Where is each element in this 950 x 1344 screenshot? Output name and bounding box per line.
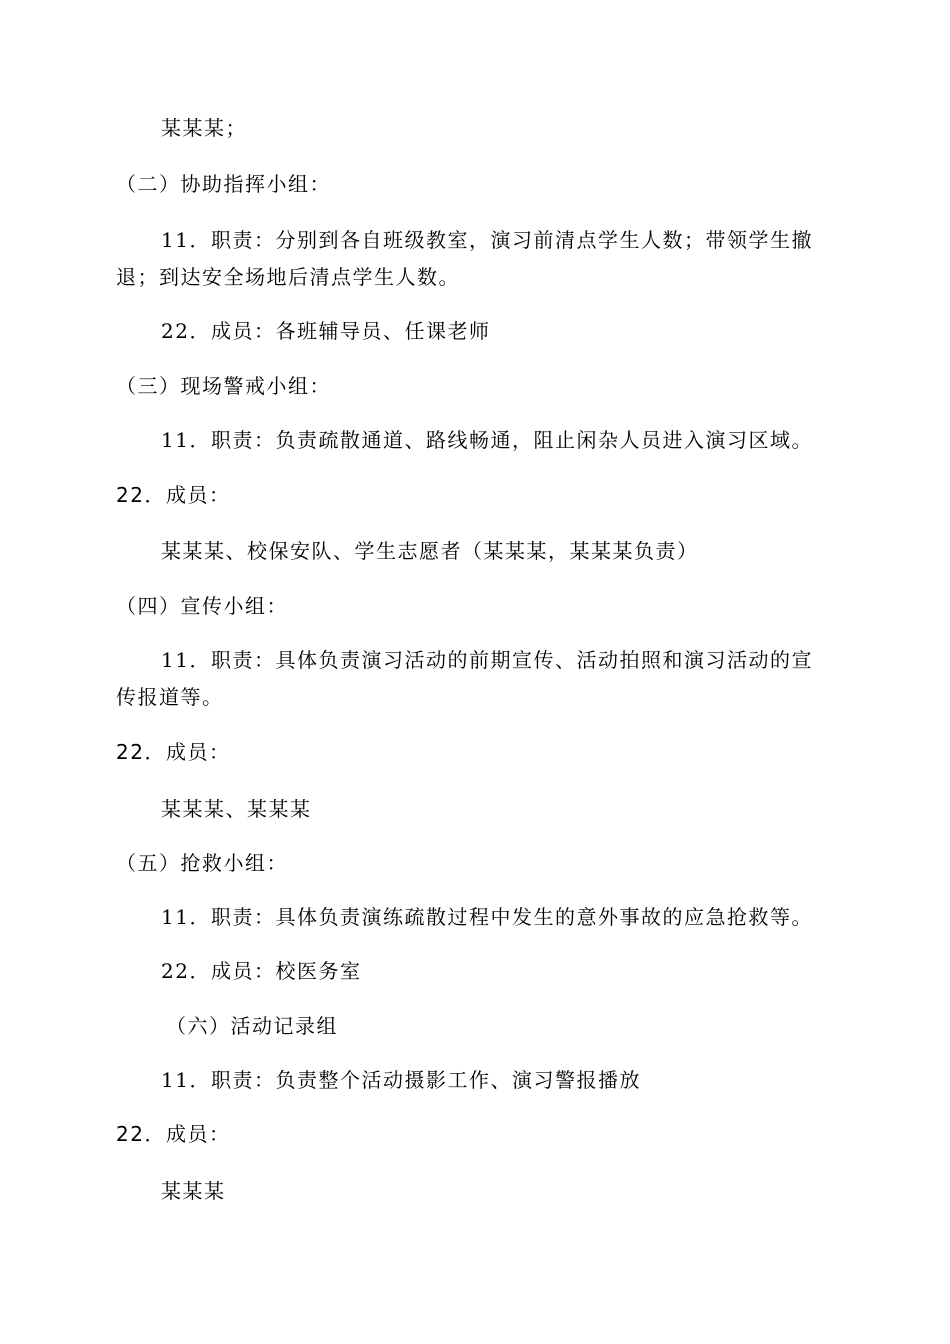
text-line: 11．职责：负责整个活动摄影工作、演习警报播放 xyxy=(161,1068,641,1092)
text-line: 传报道等。 xyxy=(116,685,224,709)
text-line: 11．职责：负责疏散通道、路线畅通，阻止闲杂人员进入演习区域。 xyxy=(161,428,813,452)
text-line: 11．职责：具体负责演习活动的前期宣传、活动拍照和演习活动的宣 xyxy=(161,648,813,672)
text-line: 22．成员： xyxy=(116,1122,231,1146)
text-line: 某某某； xyxy=(161,116,247,140)
section-heading: （六）活动记录组 xyxy=(166,1014,338,1038)
text-line: 某某某、校保安队、学生志愿者（某某某，某某某负责） xyxy=(161,539,699,563)
text-line: 11．职责：分别到各自班级教室，演习前清点学生人数；带领学生撤 xyxy=(161,228,813,252)
section-heading: （三）现场警戒小组： xyxy=(116,374,331,398)
section-heading: （二）协助指挥小组： xyxy=(116,172,331,196)
section-heading: （五）抢救小组： xyxy=(116,851,288,875)
text-line: 22．成员： xyxy=(116,483,231,507)
text-line: 11．职责：具体负责演练疏散过程中发生的意外事故的应急抢救等。 xyxy=(161,905,813,929)
text-line: 退；到达安全场地后清点学生人数。 xyxy=(116,265,460,289)
text-line: 22．成员： xyxy=(116,740,231,764)
text-line: 22．成员：校医务室 xyxy=(161,959,362,983)
text-line: 某某某 xyxy=(161,1179,226,1203)
section-heading: （四）宣传小组： xyxy=(116,594,288,618)
text-line: 22．成员：各班辅导员、任课老师 xyxy=(161,319,491,343)
text-line: 某某某、某某某 xyxy=(161,797,312,821)
